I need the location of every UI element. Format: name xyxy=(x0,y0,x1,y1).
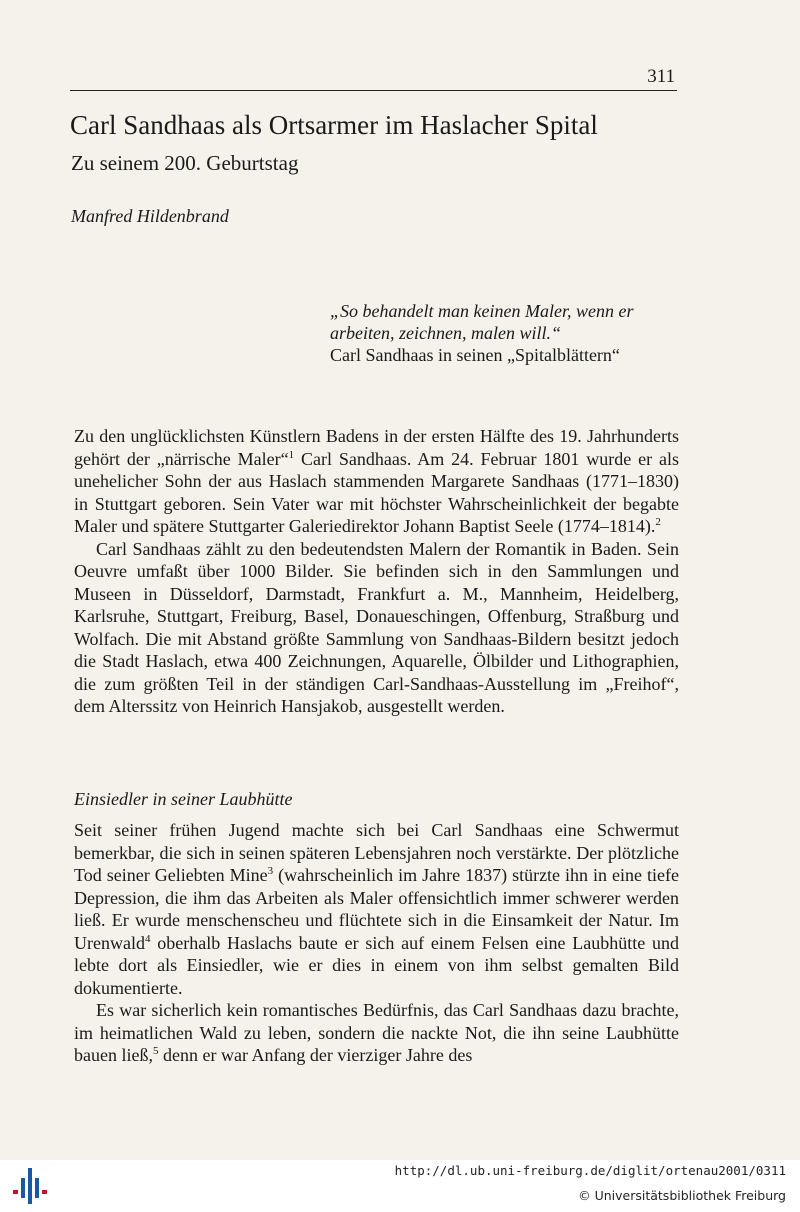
paragraph-1 xyxy=(74,425,679,538)
paragraph-4-text-b: denn er war Anfang der vierziger Jahre des xyxy=(158,1045,473,1065)
body-text-intro xyxy=(74,425,679,718)
paragraph-4-text-a: Es war sicherlich kein romantisches Bedürfnis, das Carl Sandhaas dazu brachte, im heimatlichen Wald zu leben, sondern die nackte Not, die ihn seine Laubhütte bauen ließ, xyxy=(74,1000,679,1065)
paragraph-3 xyxy=(74,819,679,999)
article-author: Manfred Hildenbrand xyxy=(71,206,229,226)
source-url-link[interactable]: http://dl.ub.uni-freiburg.de/diglit/ortenau2001/0311 xyxy=(394,1163,786,1178)
paragraph-4 xyxy=(74,999,679,1067)
footnote-marker-1: 1 xyxy=(288,448,295,461)
paragraph-1-text-a: Zu den unglücklichsten Künstlern Badens in der ersten Hälfte des 19. Jahrhunderts gehört der „närrische Maler“ xyxy=(74,426,679,469)
library-footer xyxy=(0,1160,800,1212)
footnote-marker-5: 5 xyxy=(152,1045,159,1057)
header-rule xyxy=(70,90,677,91)
article-subtitle: Zu seinem 200. Geburtstag xyxy=(71,151,299,175)
footnote-marker-3: 3 xyxy=(267,865,274,877)
paragraph-2: Carl Sandhaas zählt zu den bedeutendsten Malern der Romantik in Baden. Sein Oeuvre umfaßt über 1000 Bilder. Sie befinden sich in den Sammlungen und Museen in Düsseldorf, Darmstadt, Frankfurt a. M., Mannheim, Heidelberg, Karlsruhe, Stuttgart, Freiburg, Basel, Donaueschingen, Offenburg, Straßburg und Wolfach. Die mit Abstand größte Sammlung von Sandhaas-Bildern besitzt jedoch die Stadt Haslach, etwa 400 Zeichnungen, Aquarelle, Ölbilder und Lithographien, die zum größten Teil in der ständigen Carl-Sandhaas-Ausstellung im „Freihof“, dem Alterssitz von Heinrich Hansjakob, ausgestellt werden. xyxy=(74,538,679,716)
section-heading: Einsiedler in seiner Laubhütte xyxy=(74,789,293,809)
paragraph-3-text-a: Seit seiner frühen Jugend machte sich bei Carl Sandhaas eine Schwermut bemerkbar, die sich in seinen späteren Lebensjahren noch verstärkte. Der plötzliche Tod seiner Geliebten Mine xyxy=(74,820,679,885)
epigraph xyxy=(330,300,680,366)
paragraph-3-text-c: oberhalb Haslachs baute er sich auf einem Felsen eine Laubhütte und lebte dort als Einsiedler, wie er dies in einem von ihm selbst gemalten Bild dokumentierte. xyxy=(74,932,679,998)
epigraph-quote-line-2: arbeiten, zeichnen, malen will.“ xyxy=(330,323,561,343)
paragraph-3-text-b: (wahrscheinlich im Jahre 1837) stürzte ihn in eine tiefe Depression, die ihm das Arbeiten als Maler offensichtlich immer schwerer werden ließ. Er wurde menschenscheu und flüchtete sich in die Einsamkeit der Natur. Im Urenwald xyxy=(74,865,679,953)
footnote-marker-4: 4 xyxy=(144,932,151,945)
copyright-notice: © Universitätsbibliothek Freiburg xyxy=(578,1188,786,1203)
epigraph-attribution: Carl Sandhaas in seinen „Spitalblättern“ xyxy=(330,345,620,365)
paragraph-1-text-b: Carl Sandhaas. Am 24. Februar 1801 wurde er als unehelicher Sohn der aus Haslach stammenden Margarete Sandhaas (1771–1830) in Stuttgart geboren. Sein Vater war mit höchster Wahrscheinlichkeit der begabte Maler und spätere Stuttgarter Galeriedirektor Johann Baptist Seele (1774–1814). xyxy=(74,448,679,536)
body-text-section xyxy=(74,819,679,1067)
epigraph-quote-line-1: „So behandelt man keinen Maler, wenn er xyxy=(330,301,634,321)
footnote-marker-2: 2 xyxy=(655,516,661,528)
article-title: Carl Sandhaas als Ortsarmer im Haslacher Spital xyxy=(70,110,598,140)
ub-freiburg-logo-icon[interactable] xyxy=(10,1166,50,1206)
page-number: 311 xyxy=(647,66,675,87)
